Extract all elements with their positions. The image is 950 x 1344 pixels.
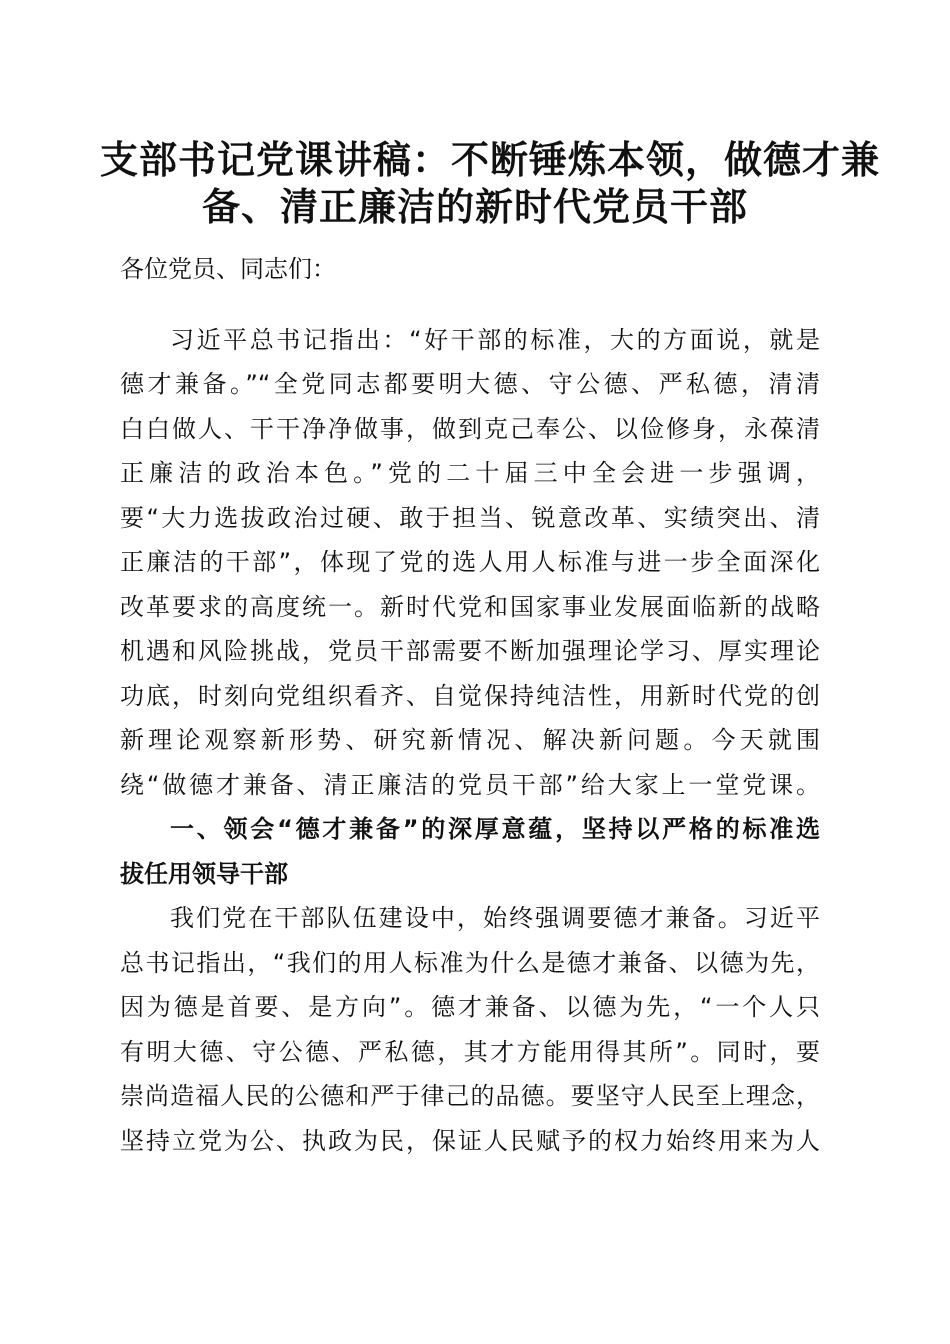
- document-title-line-1: 支部书记党课讲稿：不断锤炼本领，做德才兼: [100, 137, 881, 182]
- body-line: 有明大德、守公德、严私德，其才方能用得其所”。同时，要: [120, 1038, 820, 1066]
- body-line: 功底，时刻向党组织看齐、自觉保持纯洁性，用新时代党的创: [120, 682, 820, 710]
- body-line: 绕“做德才兼备、清正廉洁的党员干部”给大家上一堂党课。: [120, 771, 820, 799]
- body-line: 我们党在干部队伍建设中，始终强调要德才兼备。习近平: [170, 904, 820, 932]
- document-title-line-2: 备、清正廉洁的新时代党员干部: [201, 184, 748, 229]
- body-line: 机遇和风险挑战，党员干部需要不断加强理论学习、厚实理论: [120, 637, 820, 665]
- section-heading-line-2: 拔任用领导干部: [120, 860, 288, 888]
- body-line: 因为德是首要、是方向”。德才兼备、以德为先，“一个人只: [120, 993, 820, 1021]
- body-line: 要“大力选拔政治过硬、敢于担当、锐意改革、实绩突出、清: [120, 504, 820, 532]
- body-line: 改革要求的高度统一。新时代党和国家事业发展面临新的战略: [120, 593, 820, 621]
- body-line: 总书记指出，“我们的用人标准为什么是德才兼备、以德为先，: [120, 949, 820, 977]
- body-line: 崇尚造福人民的公德和严于律己的品德。要坚守人民至上理念，: [120, 1082, 820, 1110]
- body-line: 新理论观察新形势、研究新情况、解决新问题。今天就围: [120, 726, 820, 754]
- body-line: 正廉洁的干部”，体现了党的选人用人标准与进一步全面深化: [120, 548, 820, 576]
- section-heading-line-1: 一、领会“德才兼备”的深厚意蕴，坚持以严格的标准选: [170, 815, 820, 843]
- body-line: 正廉洁的政治本色。”党的二十届三中全会进一步强调，: [120, 459, 820, 487]
- body-line: 德才兼备。”“全党同志都要明大德、守公德、严私德，清清: [120, 370, 820, 398]
- salutation: 各位党员、同志们：: [120, 255, 336, 283]
- body-line: 习近平总书记指出：“好干部的标准，大的方面说，就是: [170, 326, 820, 354]
- body-line: 白白做人、干干净净做事，做到克己奉公、以俭修身，永葆清: [120, 415, 820, 443]
- body-line: 坚持立党为公、执政为民，保证人民赋予的权力始终用来为人: [120, 1127, 820, 1155]
